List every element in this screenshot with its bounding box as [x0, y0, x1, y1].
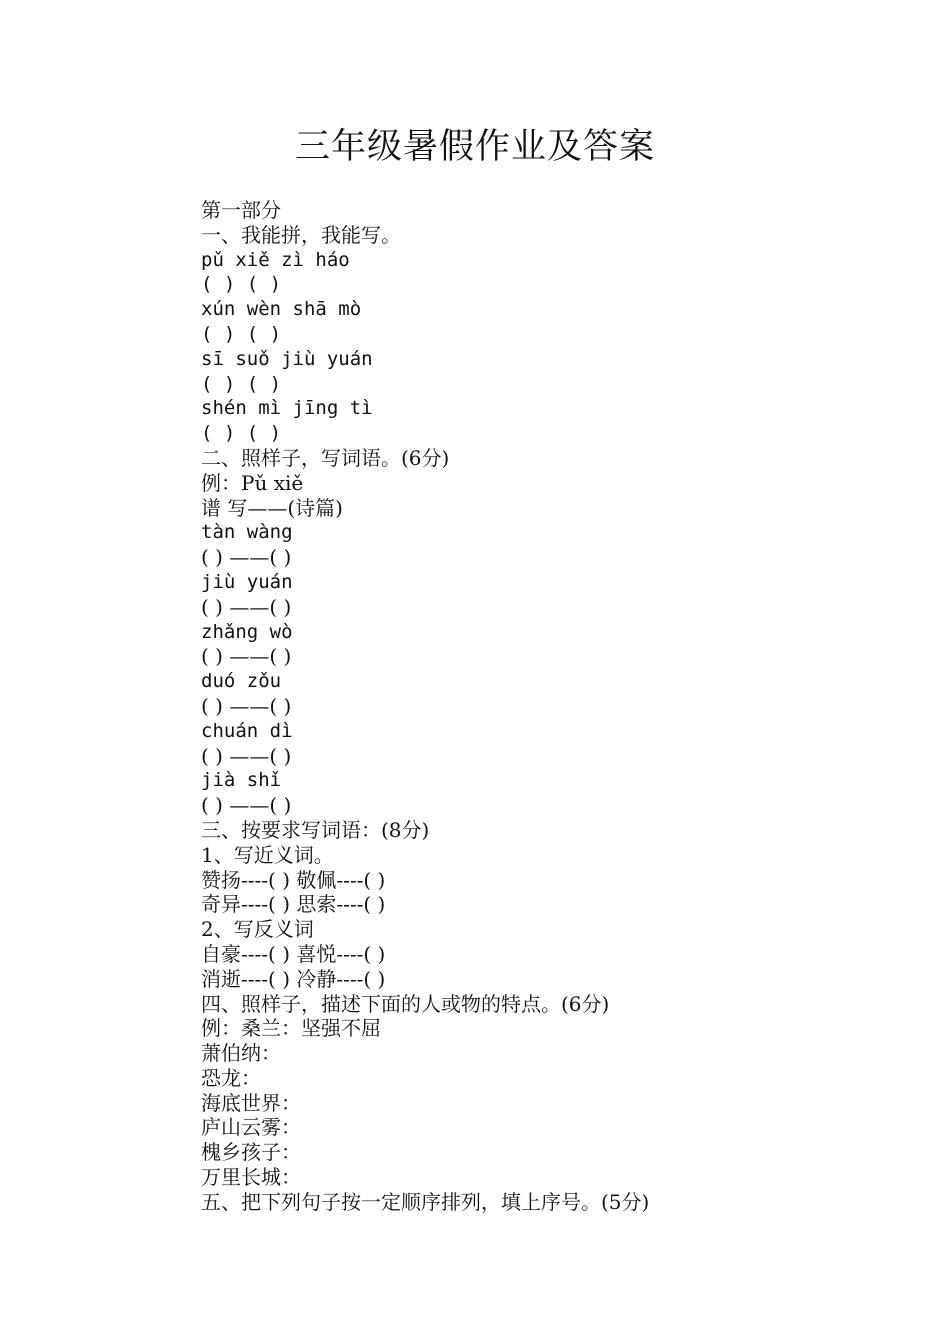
example-line: 例：Pǔ xiě — [201, 470, 304, 495]
description-item: 萧伯纳： — [201, 1041, 281, 1066]
document-title: 三年级暑假作业及答案 — [294, 127, 655, 167]
pinyin-line: xún wèn shā mò — [201, 298, 362, 321]
pinyin-line: sī suǒ jiù yuán — [201, 347, 373, 370]
question-heading: 四、照样子，描述下面的人或物的特点。(6分) — [201, 991, 610, 1016]
description-item: 海底世界： — [201, 1090, 301, 1115]
pinyin-line: jià shǐ — [201, 769, 282, 792]
answer-blanks: ( ) ( ) — [201, 273, 282, 296]
word-pair-line: 消逝----( ) 冷静----( ) — [201, 966, 386, 991]
answer-blanks: ( ) ( ) — [201, 422, 282, 445]
question-heading: 二、照样子，写词语。(6分) — [201, 445, 450, 470]
word-pair-line: 奇异----( ) 思索----( ) — [201, 892, 386, 917]
answer-blanks: ( ) ——( ) — [201, 693, 292, 718]
answer-blanks: ( ) ——( ) — [201, 545, 292, 570]
section-heading: 第一部分 — [201, 198, 281, 222]
pinyin-line: tàn wàng — [201, 521, 293, 544]
pinyin-line: chuán dì — [201, 719, 293, 742]
question-heading: 三、按要求写词语：(8分) — [201, 817, 430, 842]
word-pair-line: 赞扬----( ) 敬佩----( ) — [201, 867, 386, 892]
sub-question: 2、写反义词 — [201, 917, 314, 942]
question-heading: 五、把下列句子按一定顺序排列，填上序号。(5分) — [201, 1189, 650, 1214]
pinyin-line: jiù yuán — [201, 570, 293, 593]
example-line: 例：桑兰：坚强不屈 — [201, 1016, 381, 1041]
answer-blanks: ( ) ——( ) — [201, 594, 292, 619]
answer-blanks: ( ) ——( ) — [201, 644, 292, 669]
answer-blanks: ( ) ( ) — [201, 372, 282, 395]
pinyin-line: zhǎng wò — [201, 620, 293, 643]
pinyin-line: shén mì jīng tì — [201, 397, 373, 420]
description-item: 万里长城： — [201, 1165, 301, 1190]
answer-blanks: ( ) ——( ) — [201, 793, 292, 818]
example-line: 谱 写——(诗篇) — [201, 495, 343, 520]
pinyin-line: duó zǒu — [201, 670, 282, 693]
description-item: 恐龙： — [201, 1065, 261, 1090]
description-item: 庐山云雾： — [201, 1115, 301, 1140]
description-item: 槐乡孩子： — [201, 1140, 301, 1165]
answer-blanks: ( ) ——( ) — [201, 743, 292, 768]
question-heading: 一、我能拼，我能写。 — [201, 222, 401, 247]
sub-question: 1、写近义词。 — [201, 842, 334, 867]
document-body — [201, 198, 921, 1215]
pinyin-line: pǔ xiě zì háo — [201, 248, 350, 271]
answer-blanks: ( ) ( ) — [201, 322, 282, 345]
word-pair-line: 自豪----( ) 喜悦----( ) — [201, 941, 386, 966]
